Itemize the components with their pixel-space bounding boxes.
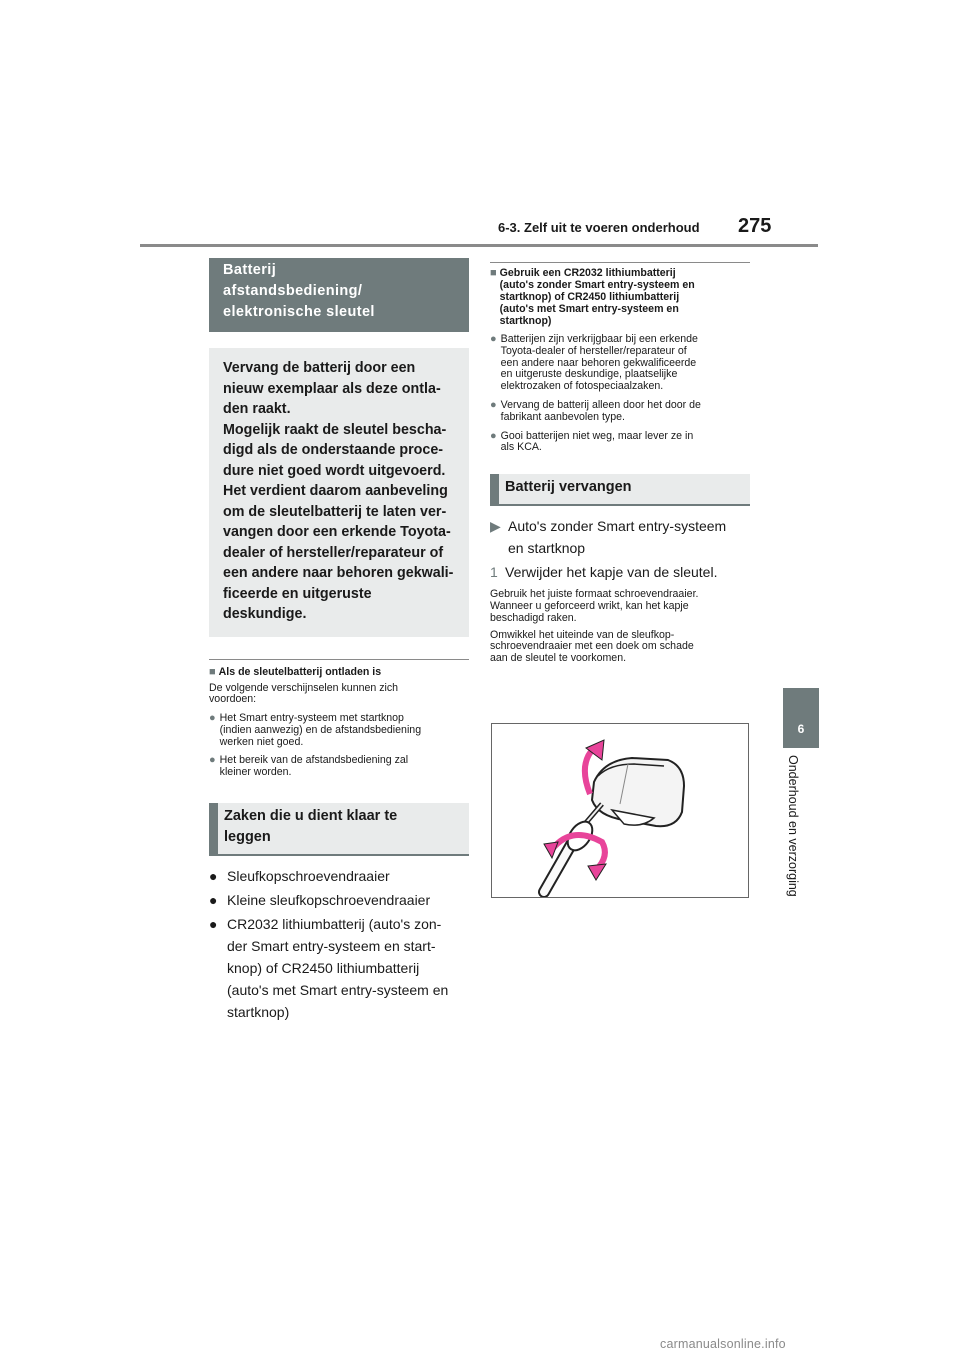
para-line: beschadigd raken. [490, 611, 577, 624]
triangle-right-icon: ▶ [490, 518, 501, 535]
list-line: Het bereik van de afstandsbediening zal [219, 754, 409, 767]
list-line: fabrikant aanbevolen type. [500, 410, 625, 423]
intro-line: nieuw exemplaar als deze ontla- [223, 380, 441, 397]
chapter-label: Onderhoud en verzorging [786, 755, 800, 897]
heading-line: afstandsbediening/ [223, 283, 363, 299]
list-item [209, 865, 469, 887]
list-line: startknop) [227, 1004, 290, 1021]
prepare-list [209, 865, 469, 1023]
list-item [209, 755, 469, 779]
section-heading-replace: Batterij vervangen [490, 474, 750, 506]
subheading-discharged [209, 666, 469, 678]
square-bullet-icon: ■ [209, 665, 216, 678]
condition-line [490, 515, 750, 559]
para-line: Gebruik het juiste formaat schroevendraaier. [490, 588, 699, 601]
intro-line: dealer of hersteller/reparateur of [223, 544, 444, 561]
step-1 [490, 561, 750, 583]
para-line: schroevendraaier met een doek om schade [490, 640, 694, 653]
circle-bullet-icon: ● [490, 398, 497, 411]
list-line: Sleufkopschroevendraaier [227, 868, 390, 885]
right-column [490, 262, 750, 665]
heading-line: leggen [224, 829, 271, 846]
list-line: Toyota-dealer of hersteller/reparateur of [500, 344, 687, 357]
note-paragraph [490, 589, 750, 624]
intro-line: een andere naar behoren gekwali- [223, 565, 454, 581]
intro-line: dure niet goed wordt uitgevoerd. [223, 462, 446, 479]
intro-box [209, 348, 469, 637]
intro-line: Mogelijk raakt de sleutel bescha- [223, 421, 447, 438]
list-item [209, 889, 469, 911]
para-line: Wanneer u geforceerd wrikt, kan het kapje [490, 599, 689, 612]
paragraph [209, 683, 469, 707]
list-line: Vervang de batterij alleen door het door de [500, 398, 701, 411]
watermark: carmanualsonline.info [660, 1337, 786, 1351]
section-heading-prepare [209, 803, 469, 856]
bullet-icon: ● [209, 892, 218, 909]
key-cover-illustration [491, 723, 749, 898]
header-rule [140, 244, 818, 247]
circle-bullet-icon: ● [209, 754, 216, 767]
list-line: (auto's met Smart entry-systeem en [227, 982, 449, 999]
list-item [209, 713, 469, 748]
condition-text: en startknop [508, 540, 586, 557]
note-paragraph [490, 630, 750, 665]
subheading-line: (auto's zonder Smart entry-systeem en [499, 279, 695, 291]
subheading-line: startknop) of CR2450 lithiumbatterij [499, 291, 680, 303]
para-line: aan de sleutel te voorkomen. [490, 652, 627, 665]
section-heading-battery [209, 258, 469, 332]
subheading-line: startknop) [499, 315, 552, 327]
step-number: 1 [490, 564, 498, 581]
list-line: Het Smart entry-systeem met startknop [219, 712, 404, 725]
list-line: een andere naar behoren gekwalificeerde [500, 356, 697, 369]
list-line: werken niet goed. [219, 735, 304, 748]
para-line: voordoen: [209, 693, 257, 706]
subheading-battery-type [490, 267, 750, 327]
list-item [490, 400, 750, 424]
heading-line: elektronische sleutel [223, 304, 375, 320]
para-line: Omwikkel het uiteinde van de sleufkop- [490, 628, 675, 641]
bullet-icon: ● [209, 916, 218, 933]
square-bullet-icon: ■ [490, 267, 497, 279]
intro-line: Het verdient daarom aanbeveling [223, 483, 448, 499]
list-line: CR2032 lithiumbatterij (auto's zon- [227, 916, 442, 933]
page-number: 275 [738, 215, 772, 237]
subheading-line: Gebruik een CR2032 lithiumbatterij [499, 267, 676, 279]
list-item [209, 913, 469, 1023]
heading-line: Zaken die u dient klaar te [224, 808, 398, 825]
para-line: De volgende verschijnselen kunnen zich [209, 681, 399, 694]
intro-line: vangen door een erkende Toyota- [223, 524, 451, 540]
list-item [490, 334, 750, 393]
intro-line: ficeerde en uitgeruste deskundige. [223, 585, 372, 622]
list-line: elektrozaken of fotospeciaalzaken. [500, 380, 664, 393]
heading-line: Batterij [223, 262, 277, 278]
intro-line: om de sleutelbatterij te laten ver- [223, 503, 447, 520]
list-line: der Smart entry-systeem en start- [227, 938, 436, 955]
circle-bullet-icon: ● [209, 712, 216, 725]
intro-line: digd als de onderstaande proce- [223, 442, 444, 458]
bullet-icon: ● [209, 868, 218, 885]
list-line: Kleine sleufkopschroevendraaier [227, 892, 431, 909]
condition-text: Auto's zonder Smart entry-systeem [508, 518, 727, 535]
subheading-line: (auto's met Smart entry-systeem en [499, 303, 679, 315]
key-fob-icon [592, 758, 684, 826]
list-line: als KCA. [500, 441, 542, 454]
section-title: 6-3. Zelf uit te voeren onderhoud [498, 220, 700, 235]
intro-line: Vervang de batterij door een [223, 360, 416, 376]
discharged-section [209, 659, 469, 780]
list-line: kleiner worden. [219, 766, 292, 779]
circle-bullet-icon: ● [490, 429, 497, 442]
list-line: en uitgeruste deskundige, plaatselijke [500, 368, 678, 381]
intro-line: den raakt. [223, 401, 291, 417]
list-line: knop) of CR2450 lithiumbatterij [227, 960, 420, 977]
subheading-text: Als de sleutelbatterij ontladen is [218, 665, 382, 678]
illustration-svg [492, 724, 748, 897]
battery-type-section [490, 262, 750, 454]
left-column [209, 258, 469, 1023]
chapter-tab: 6 [783, 688, 819, 748]
list-line: Batterijen zijn verkrijgbaar bij een erkende [500, 333, 698, 345]
list-item [490, 431, 750, 455]
step-text: Verwijder het kapje van de sleutel. [505, 564, 718, 581]
list-line: Gooi batterijen niet weg, maar lever ze in [500, 429, 694, 442]
circle-bullet-icon: ● [490, 333, 497, 345]
list-line: (indien aanwezig) en de afstandsbediening [219, 723, 422, 736]
